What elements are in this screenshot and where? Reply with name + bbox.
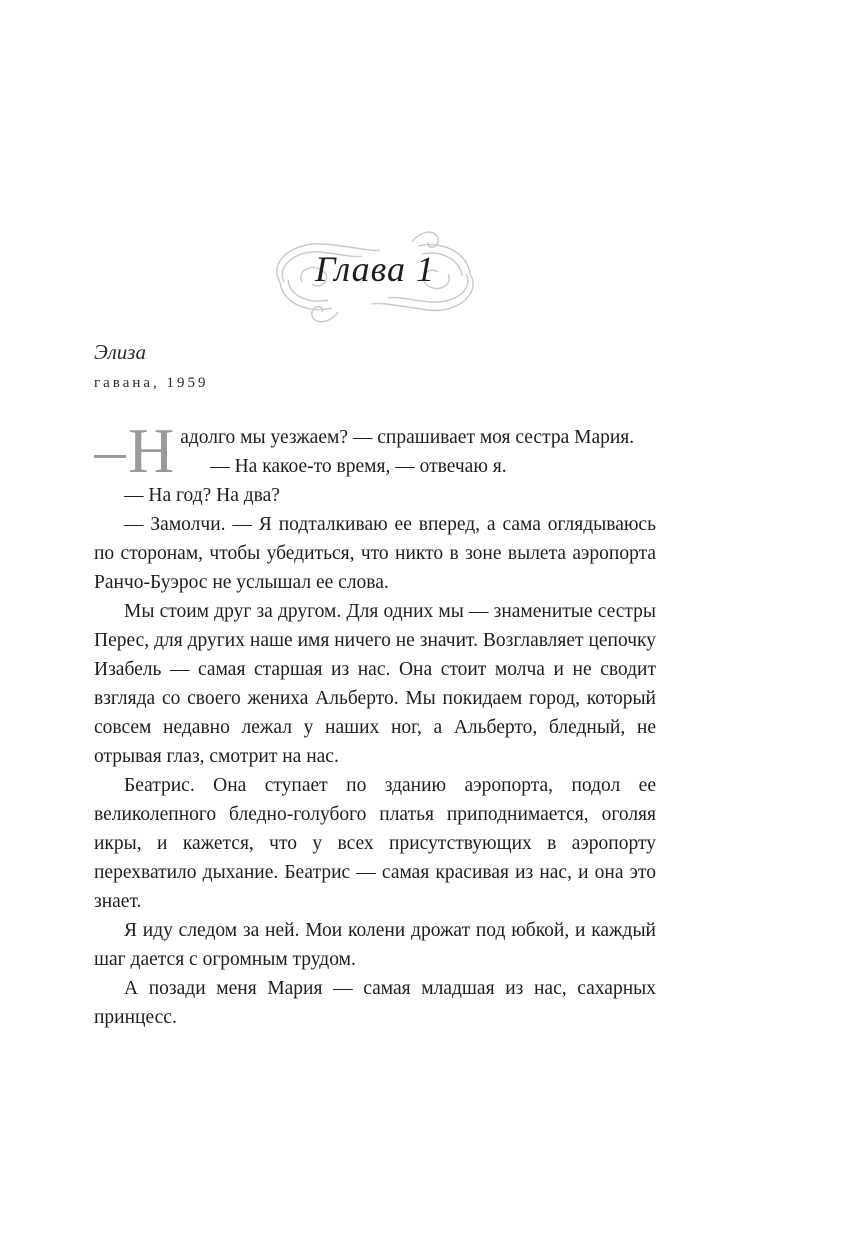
- paragraph-1-text: адолго мы уезжаем? — спрашивает моя сестра Мария.: [180, 427, 635, 448]
- paragraph-3: — На год? На два?: [124, 485, 280, 506]
- paragraph-5: Мы стоим друг за другом. Для одних мы — знаменитые сестры Перес, для других наше имя ничего не значит. Возглавляет цепочку Изабель — самая старшая из нас. Она стоит молча и не сводит взгляда со своего жениха Альберто. Мы покидаем город, который совсем недавно лежал у наших ног, а Альберто, бледный, не отрывая глаз, смотрит на нас.: [94, 601, 656, 767]
- paragraph-2: — На какое-то время, — отвечаю я.: [210, 456, 507, 477]
- place-and-year: гавана, 1959: [94, 375, 209, 391]
- paragraph-4: — Замолчи. — Я подталкиваю ее вперед, а сама оглядываюсь по сторонам, чтобы убедиться, что никто в зоне вылета аэропорта Ранчо-Буэрос не услышал ее слова.: [94, 514, 656, 593]
- chapter-body: [94, 415, 656, 1032]
- chapter-title: Глава 1: [314, 249, 436, 289]
- paragraph-6: Беатрис. Она ступает по зданию аэропорта, подол ее великолепного бледно-голубого платья приподнимается, оголяя икры, и кажется, что у всех присутствующих в аэропорту перехватило дыхание. Беатрис — самая красивая из нас, и она это знает.: [94, 775, 656, 912]
- drop-cap-letter: Н: [128, 415, 175, 486]
- narrator-name: Элиза: [94, 340, 146, 364]
- paragraph-7: Я иду следом за ней. Мои колени дрожат под юбкой, и каждый шаг дается с огромным трудом.: [94, 920, 656, 970]
- drop-cap: [94, 415, 175, 486]
- paragraph-8: А позади меня Мария — самая младшая из нас, сахарных принцесс.: [94, 978, 656, 1028]
- drop-cap-dash: [94, 455, 126, 458]
